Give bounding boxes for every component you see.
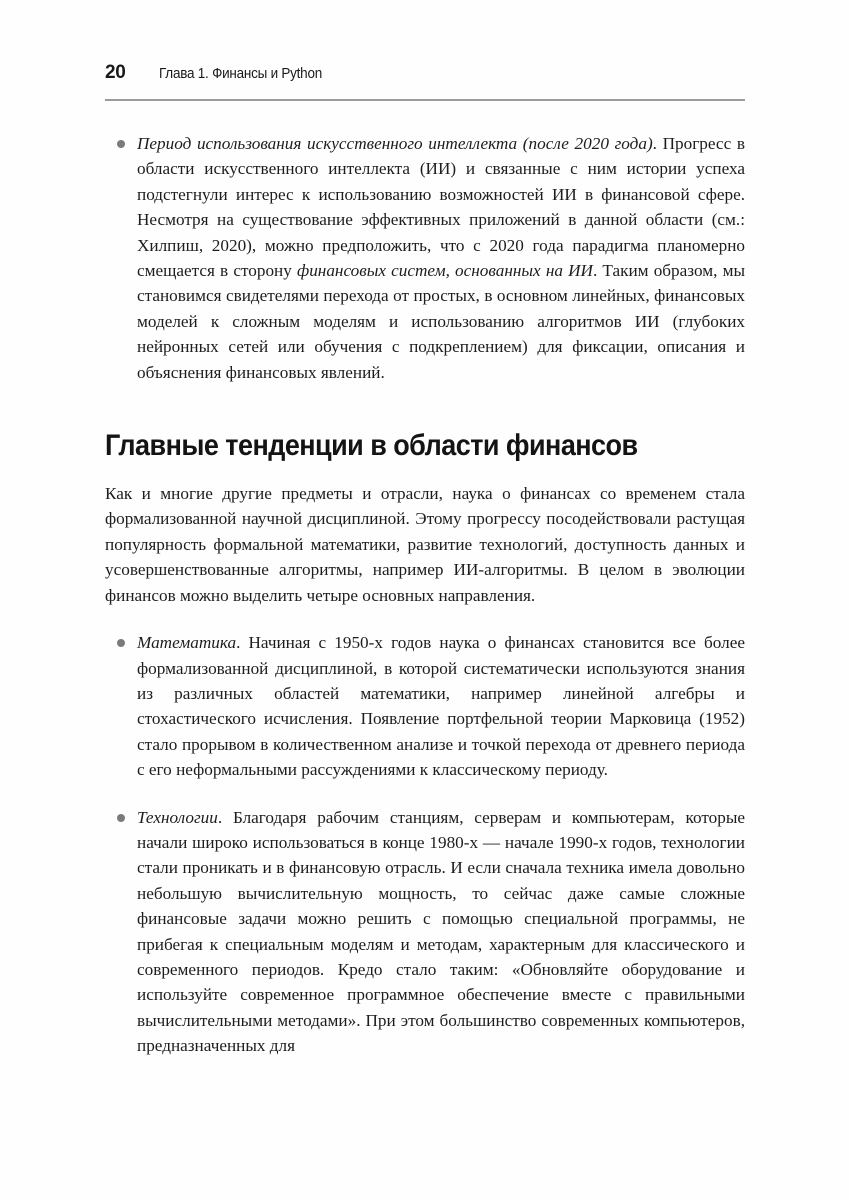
page-number: 20 (105, 62, 126, 83)
bullet-inline-italic: финансовых систем, основанных на ИИ (297, 261, 593, 281)
bullet-paragraph-ai-period (137, 131, 745, 385)
bullet-text: . Благодаря рабочим станциям, серверам и компьютерам, которые начали широко использоваться в конце 1980-х — начале 1990-х годов, технологии стали проникать и в финансовую отрасль. И если сначала техника имела довольно небольшую вычислительную мощность, то сейчас даже самые сложные финансовые задачи можно решить с помощью специальной программы, не прибегая к специальным моделям и методам, характерным для классического и современного периодов. Кредо стало таким: «Обновляйте оборудование и используйте современное программное обеспечение вместе с правильными вычислительными методами». При этом большинство современных компьютеров, предназначенных для (137, 807, 745, 1056)
bullet-lead-italic: Математика (137, 633, 237, 653)
list-item (105, 630, 745, 782)
section-heading: Главные тенденции в области финансов (105, 429, 638, 463)
bullet-lead-italic: Технологии (137, 807, 218, 827)
bullet-paragraph-technologies (137, 805, 745, 1059)
bullet-lead-italic: Период использования искусственного интеллекта (после 2020 года) (137, 134, 653, 153)
header-divider (105, 99, 745, 101)
bullet-dot-icon (117, 140, 125, 148)
running-header (105, 62, 745, 92)
bullet-text: . Начиная с 1950-х годов наука о финансах становится все более формализованной дисциплиной, в которой систематически используются знания из различных областей математики, например линейной алгебры и стохастического исчисления. Появление портфельной теории Марковица (1952) стало прорывом в количественном анализе и точкой перехода от древнего периода с его неформальными рассуждениями к классическому периоду. (137, 633, 745, 780)
page-content (105, 62, 745, 1076)
bullet-text-part-2: . Таким образом, мы становимся свидетелями перехода от простых, в основном линейных, финансовых моделей к сложным моделям и использованию алгоритмов ИИ (глубоких нейронных сетей или обучения с подкреплением) для фиксации, описания и объяснения финансовых явлений. (137, 261, 745, 382)
bullet-dot-icon (117, 814, 125, 822)
bullet-text-part-1: . Прогресс в области искусственного интеллекта (ИИ) и связанные с ним истории успеха подстегнули интерес к использованию возможностей ИИ в финансовой сфере. Несмотря на существование эффективных приложений в данной области (см.: Хилпиш, 2020), можно предположить, что с 2020 года парадигма планомерно смещается в сторону (137, 134, 745, 281)
section-intro-paragraph: Как и многие другие предметы и отрасли, наука о финансах со временем стала формализованной научной дисциплиной. Этому прогрессу посодействовали растущая популярность формальной математики, развитие технологий, доступность данных и усовершенствованные алгоритмы, например ИИ-алгоритмы. В целом в эволюции финансов можно выделить четыре основных направления. (105, 484, 745, 605)
chapter-title: Глава 1. Финансы и Python (159, 66, 322, 82)
list-item (105, 805, 745, 1059)
list-item (105, 131, 745, 385)
bullet-dot-icon (117, 639, 125, 647)
bullet-paragraph-mathematics (137, 630, 745, 782)
